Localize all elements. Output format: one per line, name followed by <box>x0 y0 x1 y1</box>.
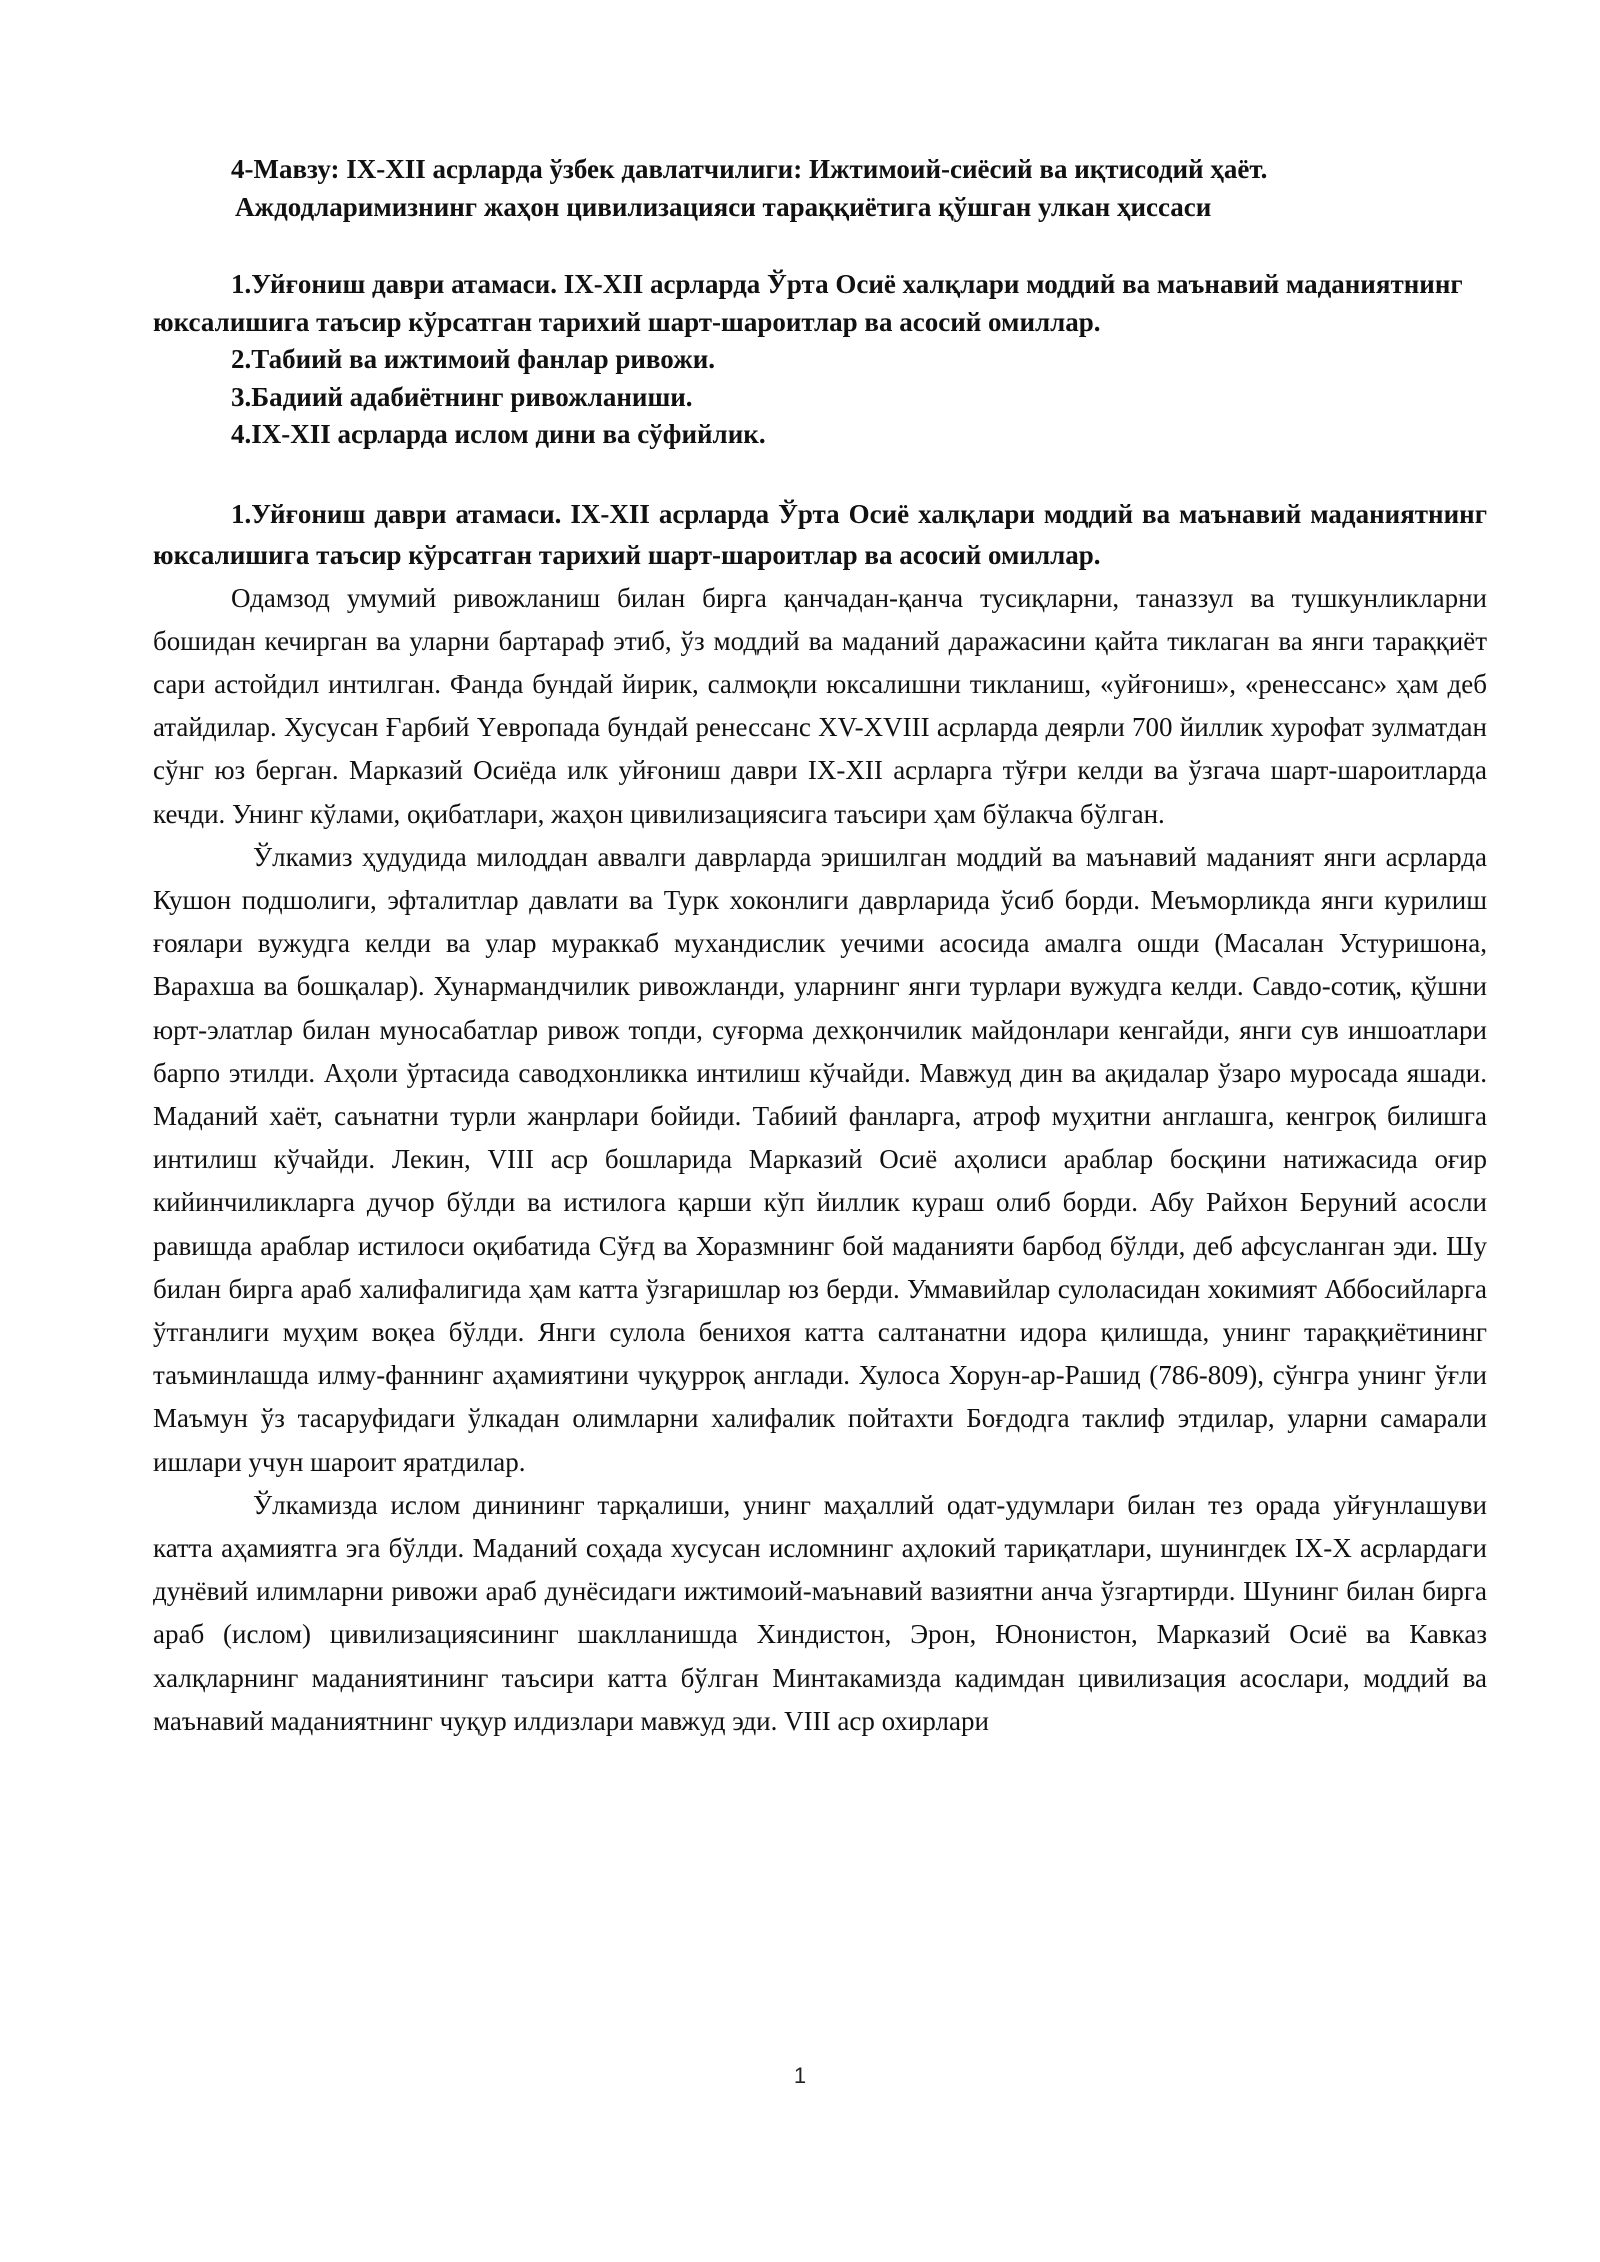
outline-item: 1.Уйғониш даври атамаси. IX-XII асрларда Ўрта Осиё халқлари моддий ва маънавий маданиятнинг юксалишига таъсир кўрсатган тарихий шарт-шароитлар ва асосий омиллар. <box>153 269 1463 337</box>
body-paragraph-1: Одамзод умумий ривожланиш билан бирга қанчадан-қанча тусиқларни, таназзул ва тушкунликларни бошидан кечирган ва уларни бартараф этиб, ўз моддий ва маданий даражасини қайта тиклаган ва янги тараққиёт сари астойдил интилган. Фанда бундай йирик, салмоқли юксалишни тикланиш, «уйғониш», «ренессанс» ҳам деб атайдилар. Хусусан Ғарбий Үевропада бундай ренессанс XV-XVIII асрларда деярли 700 йиллик хурофат зулматдан сўнг юз берган. Марказий Осиёда илк уйғониш даври IX-XII асрларга тўғри келди ва ўзгача шарт-шароитларда кечди. Унинг кўлами, оқибатлари, жаҳон цивилизациясига таъсири ҳам бўлакча бўлган. <box>153 582 1487 829</box>
outline-item: 4.IX-XII асрларда ислом дини ва сўфийлик. <box>231 419 766 449</box>
page-number: 1 <box>793 2063 807 2088</box>
document-body <box>153 150 1487 1743</box>
body-paragraph-2: Ўлкамиз ҳудудида милоддан аввалги даврларда эришилган моддий ва маънавий маданият янги асрларда Кушон подшолиги, эфталитлар давлати ва Турк хоконлиги даврларида ўсиб борди. Меъморликда янги курилиш ғоялари вужудга келди ва улар мураккаб мухандислик уечими асосида амалга ошди (Масалан Устуришона, Варахша ва бошқалар). Хунармандчилик ривожланди, уларнинг янги турлари вужудга келди. Савдо-сотиқ, қўшни юрт-элатлар билан муносабатлар ривож топди, суғорма дехқончилик майдонлари кенгайди, янги сув иншоатлари барпо этилди. Аҳоли ўртасида саводхонликка интилиш кўчайди. Мавжуд дин ва ақидалар ўзаро муросада яшади. Маданий хаёт, саънатни турли жанрлари бойиди. Табиий фанларга, атроф муҳитни англашга, кенгроқ билишга интилиш кўчайди. Лекин, VIII аср бошларида Марказий Осиё аҳолиси араблар босқини натижасида оғир кийинчиликларга дучор бўлди ва истилога қарши кўп йиллик кураш олиб борди. Абу Райхон Беруний асосли равишда араблар истилоси оқибатида Сўғд ва Хоразмнинг бой маданияти барбод бўлди, деб афсусланган эди. Шу билан бирга араб халифалигида ҳам катта ўзгаришлар юз берди. Уммавийлар сулоласидан хокимият Аббосийларга ўтганлиги муҳим воқеа бўлди. Янги сулола бенихоя катта салтанатни идора қилишда, унинг тараққиётининг таъминлашда илму-фаннинг аҳамиятини чуқурроқ англади. Хулоса Хорун-ар-Рашид (786-809), сўнгра унинг ўғли Маъмун ўз тасаруфидаги ўлкадан олимларни халифалик пойтахти Боғдодга таклиф этдилар, уларни самарали ишлари учун шароит яратдилар. <box>153 841 1487 1477</box>
outline-item: 3.Бадиий адабиётнинг ривожланиши. <box>231 381 693 412</box>
body-paragraph-3: Ўлкамизда ислом динининг тарқалиши, унинг маҳаллий одат-удумлари билан тез орада уйғунлашуви катта аҳамиятга эга бўлди. Маданий соҳада хусусан исломнинг аҳлокий тариқатлари, шунингдек IX-X асрлардаги дунёвий илимларни ривожи араб дунёсидаги ижтимоий-маънавий вазиятни анча ўзгартирди. Шунинг билан бирга араб (ислом) цивилизациясининг шаклланишда Хиндистон, Эрон, Юнонистон, Марказий Осиё ва Кавказ халқларнинг маданиятининг таъсири катта бўлган Минтакамизда кадимдан цивилизация асослари, моддий ва маънавий маданиятнинг чуқур илдизлари мавжуд эди. VIII аср охирлари <box>153 1489 1487 1736</box>
title-line-2: Аждодларимизнинг жаҳон цивилизацияси тараққиётига қўшган улкан ҳиссаси <box>235 192 1212 222</box>
section-heading: 1.Уйғониш даври атамаси. IX-XII асрларда Ўрта Осиё халқлари моддий ва маънавий маданиятнинг юксалишига таъсир кўрсатган тарихий шарт-шароитлар ва асосий омиллар. <box>153 498 1487 570</box>
outline-item: 2.Табиий ва ижтимоий фанлар ривожи. <box>231 344 716 374</box>
title-line-1: 4-Мавзу: IX-XII асрларда ўзбек давлатчилиги: Ижтимоий-сиёсий ва иқтисодий ҳаёт. <box>231 154 1268 184</box>
topic-outline <box>153 266 1487 454</box>
document-title <box>153 150 1487 226</box>
